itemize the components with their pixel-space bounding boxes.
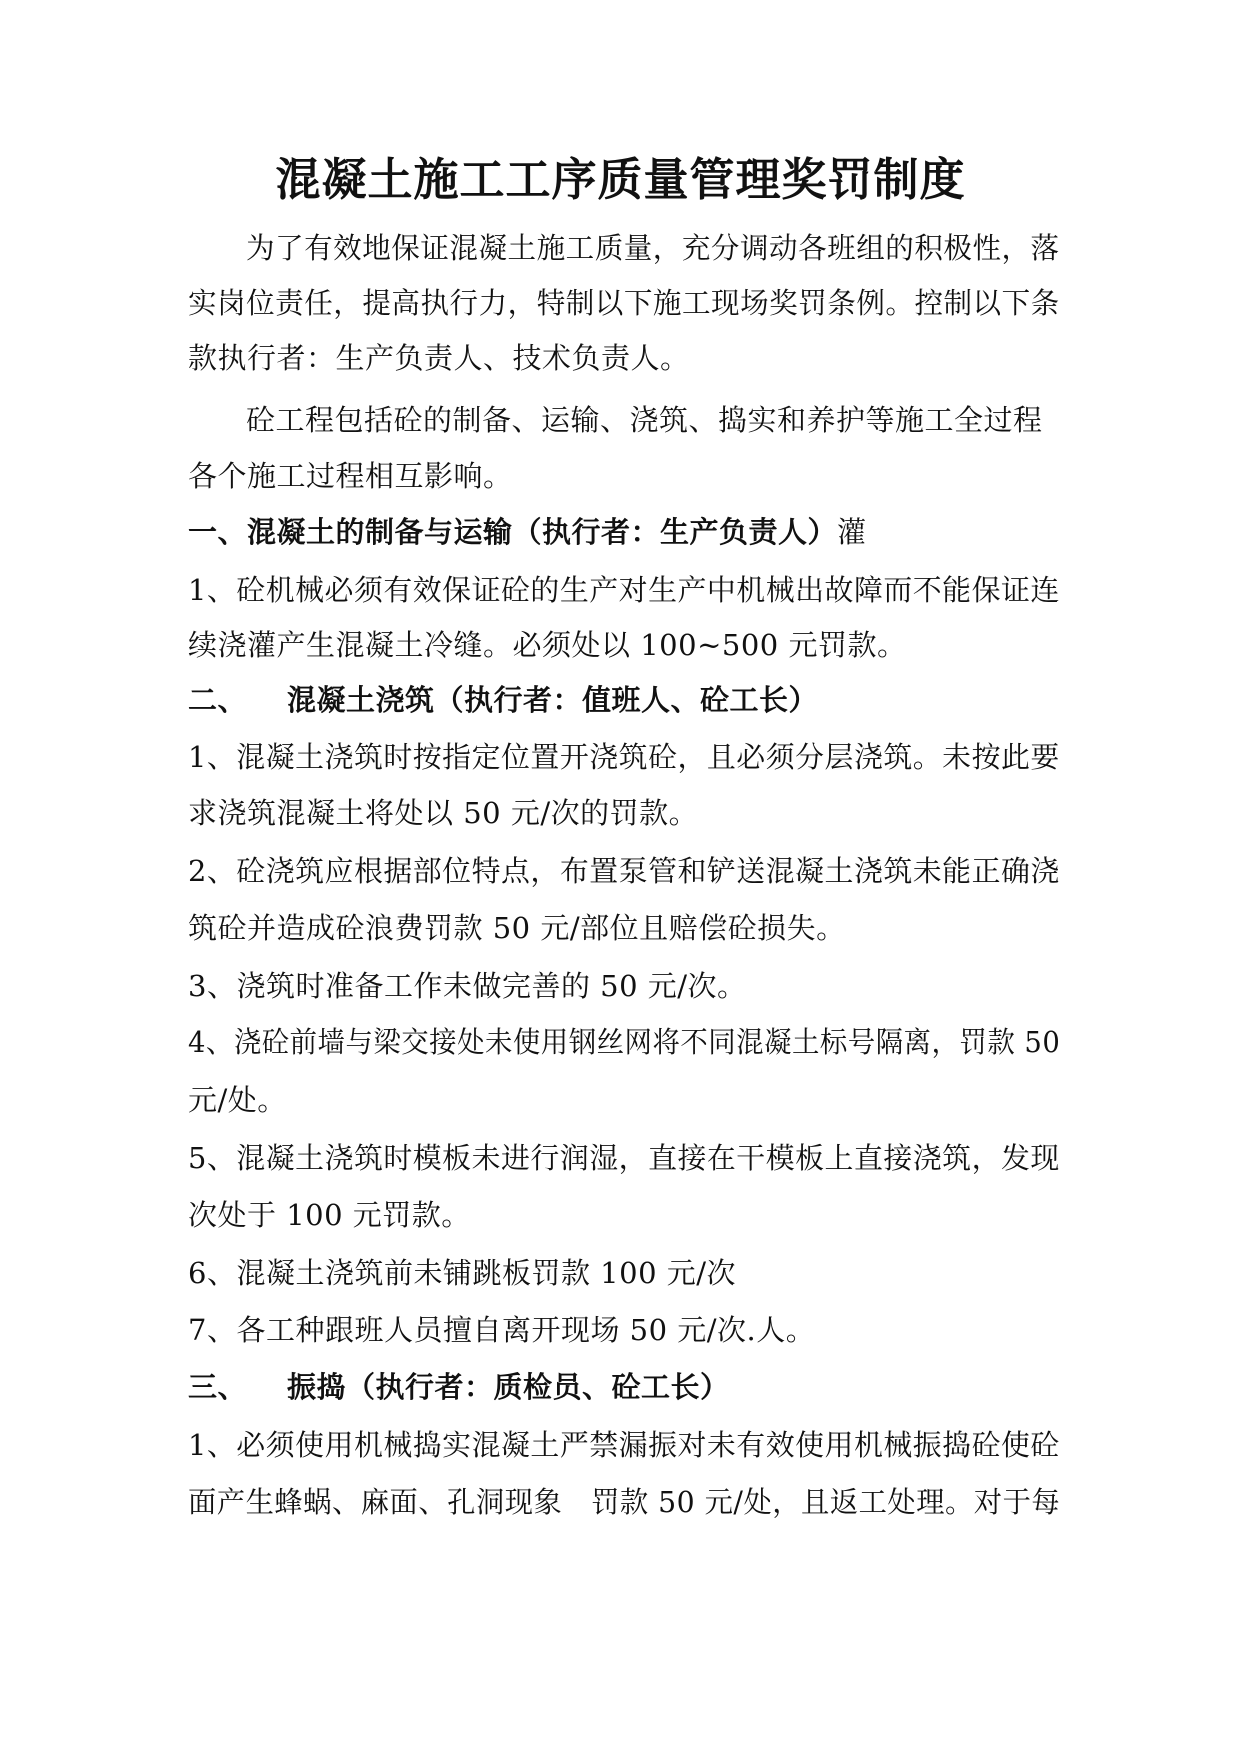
intro-line: 为了有效地保证混凝土施工质量，充分调动各班组的积极性，落: [246, 231, 1060, 265]
section-heading: [188, 680, 818, 720]
rule-line: 7、各工种跟班人员擅自离开现场 50 元/次.人。: [188, 1313, 816, 1347]
intro-line: 款执行者：生产负责人、技术负责人。: [188, 341, 690, 375]
rule-line: 6、混凝土浇筑前未铺跳板罚款 100 元/次: [188, 1256, 737, 1290]
section-heading-text: 混凝土浇筑（执行者：值班人、砼工长）: [287, 683, 819, 717]
rule-line: 4、浇砼前墙与梁交接处未使用钢丝网将不同混凝土标号隔离，罚款 50: [188, 1025, 1061, 1059]
rule-line: 1、必须使用机械捣实混凝土严禁漏振对未有效使用机械振捣砼使砼: [188, 1428, 1060, 1462]
scope-line: 砼工程包括砼的制备、运输、浇筑、捣实和养护等施工全过程: [246, 403, 1043, 437]
rule-line: 1、砼机械必须有效保证砼的生产对生产中机械出故障而不能保证连: [188, 573, 1060, 607]
section-heading: [188, 512, 867, 552]
rule-line: 次处于 100 元罚款。: [188, 1198, 471, 1232]
rule-line: 5、混凝土浇筑时模板未进行润湿，直接在干模板上直接浇筑，发现: [188, 1141, 1060, 1175]
section-heading-number: 三、: [188, 1370, 248, 1404]
rule-line: 2、砼浇筑应根据部位特点，布置泵管和铲送混凝土浇筑未能正确浇: [188, 854, 1060, 888]
section-heading: [188, 1367, 730, 1407]
document-title: 混凝土施工工序质量管理奖罚制度: [275, 153, 966, 206]
rule-line: 求浇筑混凝土将处以 50 元/次的罚款。: [188, 796, 699, 830]
section-heading-text: 一、混凝土的制备与运输（执行者：生产负责人）: [188, 515, 838, 549]
section-heading-number: 二、: [188, 683, 248, 717]
rule-line: 1、混凝土浇筑时按指定位置开浇筑砼，且必须分层浇筑。未按此要: [188, 740, 1060, 774]
rule-line: 面产生蜂蜗、麻面、孔洞现象 罚款 50 元/处，且返工处理。对于每: [188, 1485, 1061, 1519]
intro-line: 实岗位责任，提高执行力，特制以下施工现场奖罚条例。控制以下条: [188, 286, 1060, 320]
section-heading-tail: 灌: [837, 515, 867, 549]
rule-line: 3、浇筑时准备工作未做完善的 50 元/次。: [188, 969, 747, 1003]
rule-line: 续浇灌产生混凝土冷缝。必须处以 100~500 元罚款。: [188, 628, 907, 662]
scope-line: 各个施工过程相互影响。: [188, 459, 513, 493]
rule-line: 元/处。: [188, 1083, 287, 1117]
rule-line: 筑砼并造成砼浪费罚款 50 元/部位且赔偿砼损失。: [188, 911, 846, 945]
section-heading-text: 振捣（执行者：质检员、砼工长）: [287, 1370, 730, 1404]
